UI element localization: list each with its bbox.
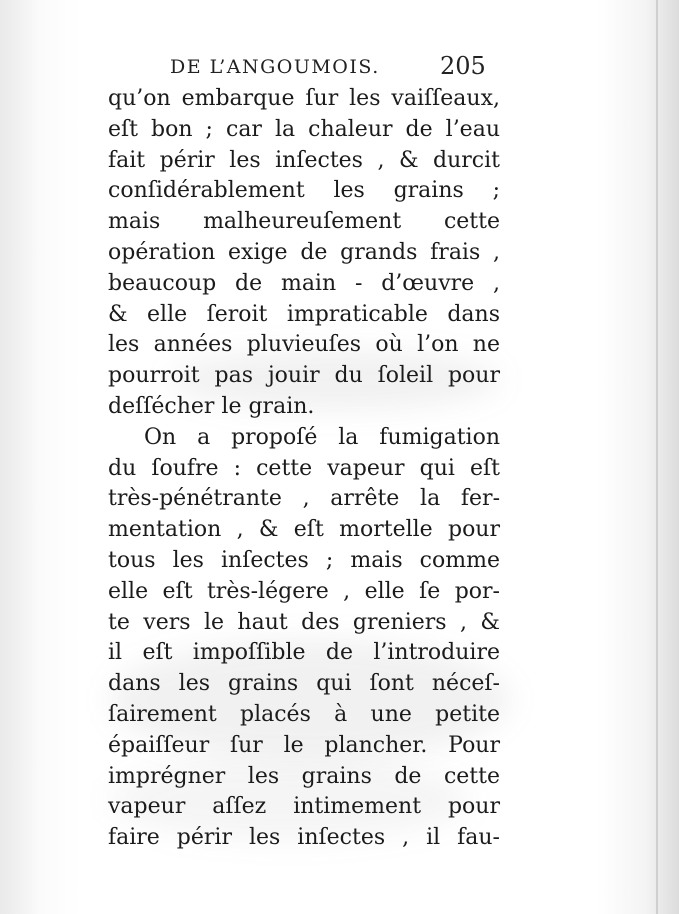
text-line: opération exige de grands frais ,	[108, 239, 500, 265]
running-head	[170, 52, 490, 86]
text-line: vapeur aſſez intimement pour	[108, 794, 500, 820]
text-line: beaucoup de main - d’œuvre ,	[108, 270, 500, 296]
text-line: mais malheureuſement cette	[108, 209, 500, 235]
text-line: & elle ſeroit impraticable dans	[108, 301, 500, 327]
text-line: On a propoſé la fumigation	[144, 424, 500, 450]
text-line: te vers le haut des greniers , &	[108, 609, 500, 635]
text-line: tous les inſectes ; mais comme	[108, 547, 500, 573]
text-line: très-pénétrante , arrête la fer-	[108, 486, 500, 512]
text-line: deſſécher le grain.	[108, 393, 315, 419]
running-title: DE L’ANGOUMOIS.	[170, 56, 380, 78]
text-line: épaiſſeur ſur le plancher. Pour	[108, 732, 500, 758]
page-gutter-shadow	[0, 0, 40, 914]
text-line: du ſoufre : cette vapeur qui eſt	[108, 455, 500, 481]
text-line: conſidérablement les grains ;	[108, 178, 500, 204]
text-line: fait périr les inſectes , & durcit	[108, 147, 500, 173]
text-line: qu’on embarque ſur les vaiſſeaux,	[108, 86, 500, 111]
body-text	[108, 84, 500, 854]
text-line: elle eſt très-légere , elle ſe por-	[108, 578, 500, 604]
text-line: dans les grains qui ſont néceſ-	[108, 671, 500, 697]
text-line: ſairement placés à une petite	[108, 701, 500, 727]
page-edge	[656, 0, 658, 914]
text-line: faire périr les inſectes , il fau-	[108, 825, 500, 851]
text-line: les années pluvieuſes où l’on ne	[108, 332, 500, 358]
text-line: eſt bon ; car la chaleur de l’eau	[108, 116, 500, 142]
text-line: pourroit pas jouir du ſoleil pour	[108, 363, 500, 389]
page-number: 205	[440, 52, 486, 80]
text-line: mentation , & eſt mortelle pour	[108, 517, 500, 543]
text-line: il eſt impoſſible de l’introduire	[108, 640, 500, 666]
text-line: imprégner les grains de cette	[108, 763, 500, 789]
